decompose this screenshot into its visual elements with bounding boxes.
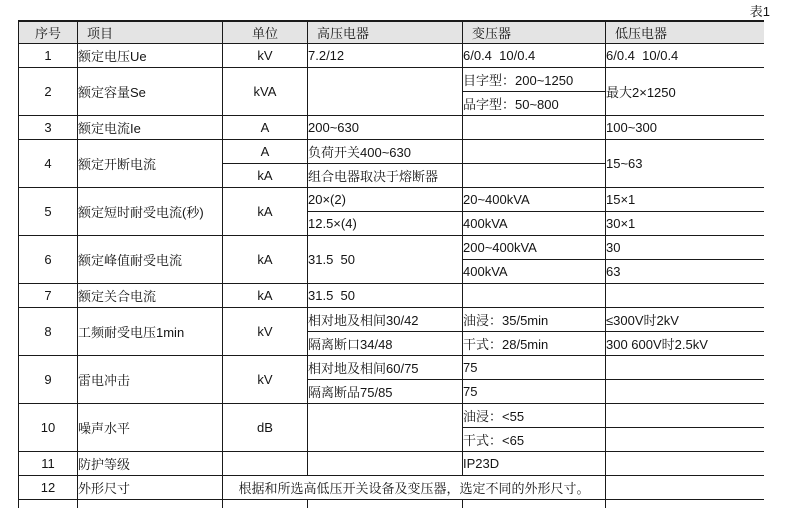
cell-r12-no: 12 [19, 476, 78, 500]
cell-r11-no: 11 [19, 452, 78, 476]
cell-r4-unit-b: kA [223, 164, 308, 188]
cell-r3-hv: 200~630 [308, 116, 463, 140]
header-row [19, 21, 764, 44]
partial-cut-row [19, 500, 764, 508]
cell-r9-lv-b-empty [606, 380, 764, 404]
table-row [19, 44, 764, 68]
header-tx: 变压器 [463, 21, 606, 44]
cell-r6-item: 额定峰值耐受电流 [78, 236, 223, 284]
cell-r8-lv-b: 300 600V时2.5kV [606, 332, 764, 356]
cell-r3-no: 3 [19, 116, 78, 140]
cell-r9-tx-a: 75 [463, 356, 606, 380]
cell-r5-tx-b: 400kVA [463, 212, 606, 236]
cell-r1-item: 额定电压Ue [78, 44, 223, 68]
cell-r8-item: 工频耐受电压1min [78, 308, 223, 356]
table-row [19, 68, 764, 92]
cell-r2-tx-b: 品字型：50~800 [463, 92, 606, 116]
cell-r4-tx-b-empty [463, 164, 606, 188]
cell-r5-lv-a: 15×1 [606, 188, 764, 212]
cell-r1-no: 1 [19, 44, 78, 68]
cell-r2-lv: 最大2×1250 [606, 68, 764, 116]
table-row [19, 188, 764, 212]
cell-r11-hv-empty [308, 452, 463, 476]
table-row [19, 140, 764, 164]
cell-r4-item: 额定开断电流 [78, 140, 223, 188]
cell-r10-tx-a: 油浸：<55 [463, 404, 606, 428]
header-hv: 高压电器 [308, 21, 463, 44]
cell-r5-lv-b: 30×1 [606, 212, 764, 236]
partial-cell [463, 500, 606, 508]
cell-r5-item: 额定短时耐受电流(秒) [78, 188, 223, 236]
header-no: 序号 [19, 21, 78, 44]
cell-r8-tx-b: 干式：28/5min [463, 332, 606, 356]
cell-r5-hv-b: 12.5×(4) [308, 212, 463, 236]
table-row [19, 116, 764, 140]
cell-r3-item: 额定电流Ie [78, 116, 223, 140]
cell-r9-lv-a-empty [606, 356, 764, 380]
header-lv: 低压电器 [606, 21, 764, 44]
partial-cell [223, 500, 308, 508]
cell-r8-unit: kV [223, 308, 308, 356]
cell-r7-lv-empty [606, 284, 764, 308]
cell-r10-hv-empty [308, 404, 463, 452]
cell-r2-tx-a: 目字型：200~1250 [463, 68, 606, 92]
cell-r12-lv-empty [606, 476, 764, 500]
partial-cell [19, 500, 78, 508]
cell-r8-tx-a: 油浸：35/5min [463, 308, 606, 332]
header-item: 项目 [78, 21, 223, 44]
cell-r7-item: 额定关合电流 [78, 284, 223, 308]
cell-r6-unit: kA [223, 236, 308, 284]
cell-r8-lv-a: ≤300V时2kV [606, 308, 764, 332]
table-label: 表1 [750, 1, 770, 20]
cell-r1-unit: kV [223, 44, 308, 68]
cell-r3-lv: 100~300 [606, 116, 764, 140]
cell-r5-unit: kA [223, 188, 308, 236]
spec-table [18, 20, 764, 508]
cell-r6-no: 6 [19, 236, 78, 284]
cell-r5-tx-a: 20~400kVA [463, 188, 606, 212]
header-unit: 单位 [223, 21, 308, 44]
cell-r10-lv-a-empty [606, 404, 764, 428]
cell-r10-lv-b-empty [606, 428, 764, 452]
cell-r7-hv: 31.5 50 [308, 284, 463, 308]
cell-r2-unit: kVA [223, 68, 308, 116]
table-row [19, 308, 764, 332]
cell-r4-unit-a: A [223, 140, 308, 164]
cell-r11-item: 防护等级 [78, 452, 223, 476]
cell-r10-no: 10 [19, 404, 78, 452]
cell-r9-unit: kV [223, 356, 308, 404]
partial-cell [78, 500, 223, 508]
cell-r7-tx-empty [463, 284, 606, 308]
cell-r3-tx-empty [463, 116, 606, 140]
cell-r11-lv-empty [606, 452, 764, 476]
cell-r6-hv: 31.5 50 [308, 236, 463, 284]
cell-r3-unit: A [223, 116, 308, 140]
cell-r6-tx-a: 200~400kVA [463, 236, 606, 260]
cell-r5-no: 5 [19, 188, 78, 236]
cell-r4-lv: 15~63 [606, 140, 764, 188]
table-row [19, 404, 764, 428]
cell-r9-hv-a: 相对地及相间60/75 [308, 356, 463, 380]
cell-r2-no: 2 [19, 68, 78, 116]
cell-r4-hv-b: 组合电器取决于熔断器 [308, 164, 463, 188]
partial-cell [606, 500, 764, 508]
cell-r10-tx-b: 干式：<65 [463, 428, 606, 452]
table-row [19, 284, 764, 308]
cell-r4-tx-a-empty [463, 140, 606, 164]
cell-r5-hv-a: 20×(2) [308, 188, 463, 212]
cell-r9-item: 雷电冲击 [78, 356, 223, 404]
table-row [19, 476, 764, 500]
cell-r4-no: 4 [19, 140, 78, 188]
cell-r7-unit: kA [223, 284, 308, 308]
cell-r8-no: 8 [19, 308, 78, 356]
cell-r11-tx: IP23D [463, 452, 606, 476]
cell-r10-item: 噪声水平 [78, 404, 223, 452]
cell-r7-no: 7 [19, 284, 78, 308]
table-row [19, 356, 764, 380]
cell-r6-lv-a: 30 [606, 236, 764, 260]
cell-r1-lv: 6/0.4 10/0.4 [606, 44, 764, 68]
cell-r10-unit: dB [223, 404, 308, 452]
cell-r1-hv: 7.2/12 [308, 44, 463, 68]
cell-r4-hv-a: 负荷开关400~630 [308, 140, 463, 164]
cell-r2-hv-empty [308, 68, 463, 116]
cell-r9-hv-b: 隔离断品75/85 [308, 380, 463, 404]
table-row [19, 452, 764, 476]
cell-r9-tx-b: 75 [463, 380, 606, 404]
cell-r1-tx: 6/0.4 10/0.4 [463, 44, 606, 68]
table-row [19, 236, 764, 260]
cell-r11-unit-empty [223, 452, 308, 476]
cell-r12-note: 根据和所选高低压开关设备及变压器，选定不同的外形尺寸。 [223, 476, 606, 500]
cell-r2-item: 额定容量Se [78, 68, 223, 116]
cell-r6-lv-b: 63 [606, 260, 764, 284]
cell-r8-hv-b: 隔离断口34/48 [308, 332, 463, 356]
cell-r8-hv-a: 相对地及相间30/42 [308, 308, 463, 332]
partial-cell [308, 500, 463, 508]
cell-r9-no: 9 [19, 356, 78, 404]
cell-r6-tx-b: 400kVA [463, 260, 606, 284]
cell-r12-item: 外形尺寸 [78, 476, 223, 500]
